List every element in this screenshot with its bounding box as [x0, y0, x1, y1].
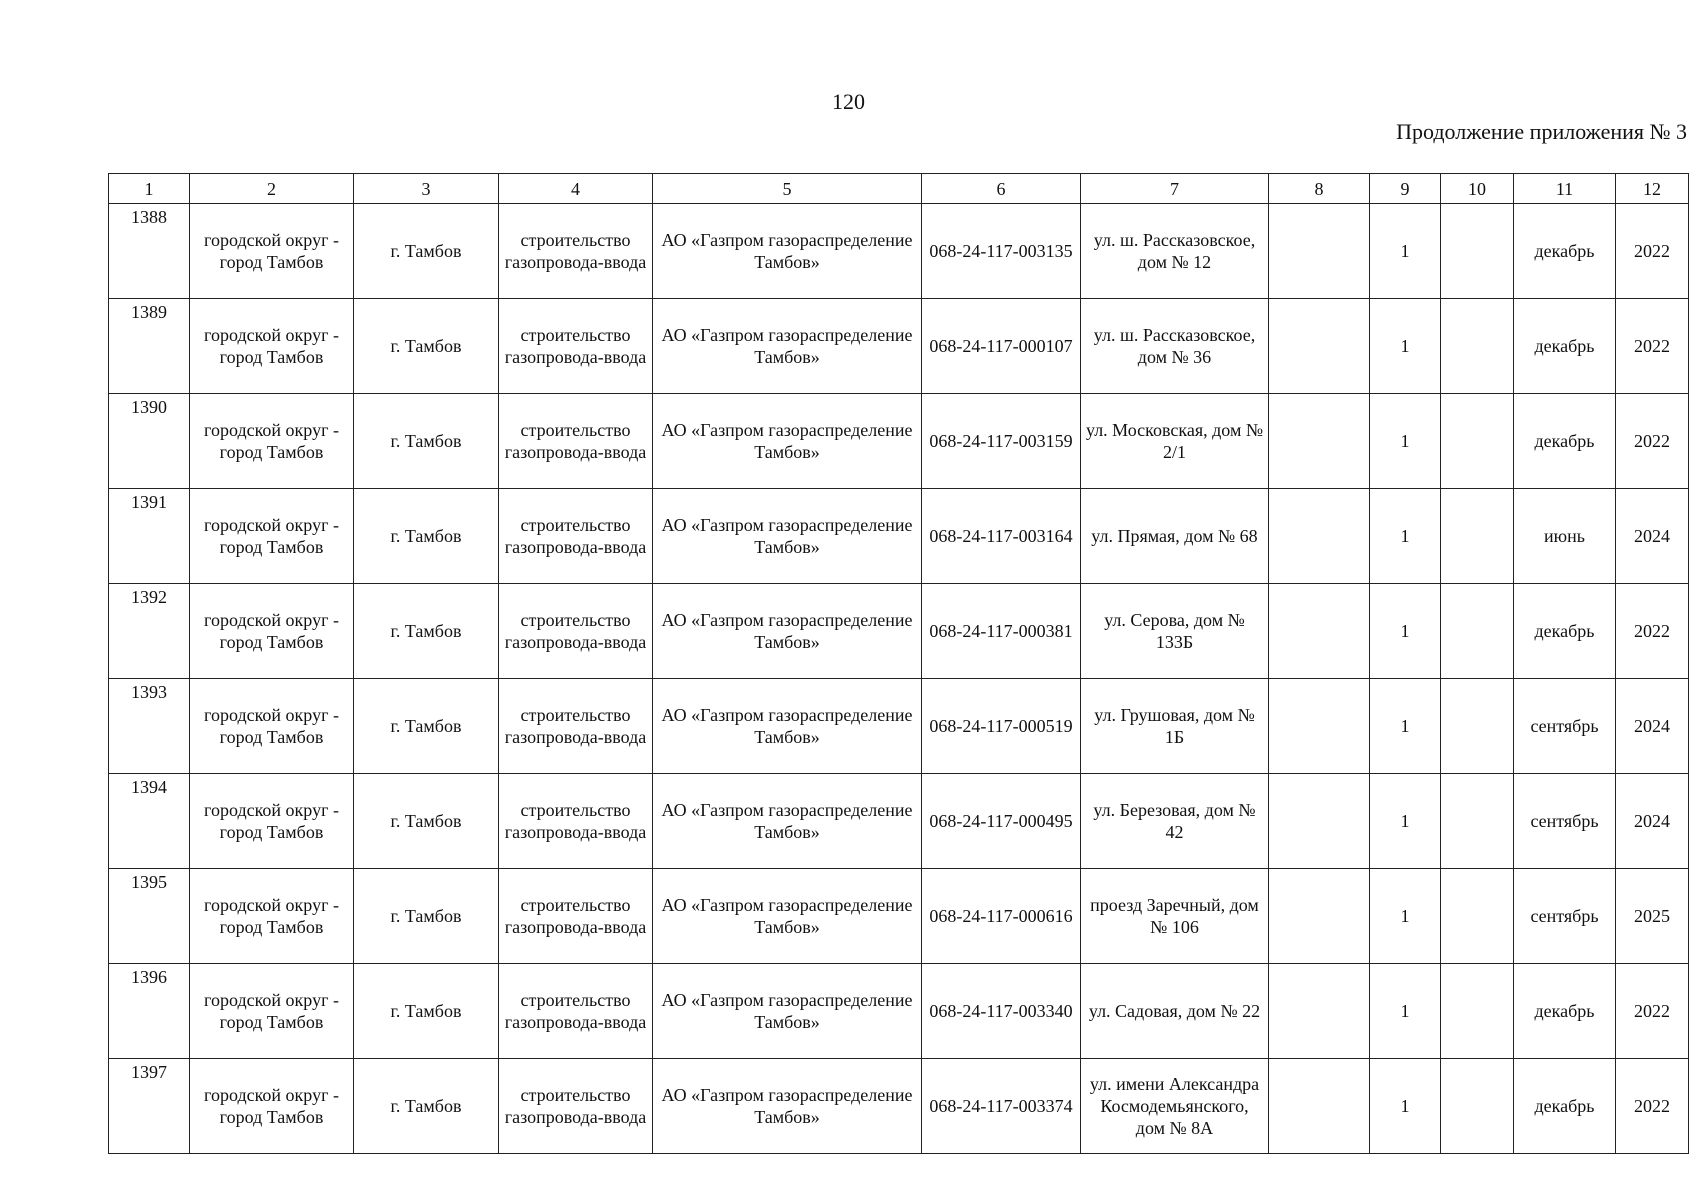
table-row — [109, 964, 1689, 1059]
col-8-cell — [1269, 204, 1370, 299]
month-cell: декабрь — [1514, 204, 1616, 299]
address-cell: ул. Серова, дом № 133Б — [1081, 584, 1269, 679]
year-cell: 2022 — [1616, 394, 1689, 489]
object-code-cell: 068-24-117-000495 — [922, 774, 1081, 869]
settlement-cell: г. Тамбов — [354, 964, 499, 1059]
col-8-cell — [1269, 964, 1370, 1059]
table-row — [109, 1059, 1689, 1154]
col-8-cell — [1269, 584, 1370, 679]
month-cell: сентябрь — [1514, 679, 1616, 774]
col-8-cell — [1269, 679, 1370, 774]
work-type-cell: строительство газопровода-ввода — [499, 774, 653, 869]
object-code-cell: 068-24-117-003374 — [922, 1059, 1081, 1154]
header-row — [109, 174, 1689, 204]
municipality-cell: городской округ - город Тамбов — [190, 1059, 354, 1154]
work-type-cell: строительство газопровода-ввода — [499, 1059, 653, 1154]
appendix-continuation-note: Продолжение приложения № 3 — [1396, 119, 1687, 144]
table-row — [109, 584, 1689, 679]
municipality-cell: городской округ - город Тамбов — [190, 584, 354, 679]
table-row — [109, 489, 1689, 584]
col-8-cell — [1269, 1059, 1370, 1154]
object-code-cell: 068-24-117-003340 — [922, 964, 1081, 1059]
column-header-3: 3 — [354, 174, 499, 204]
table-row — [109, 204, 1689, 299]
object-code-cell: 068-24-117-003159 — [922, 394, 1081, 489]
column-header-5: 5 — [653, 174, 922, 204]
quantity-cell: 1 — [1370, 1059, 1441, 1154]
month-cell: декабрь — [1514, 584, 1616, 679]
settlement-cell: г. Тамбов — [354, 774, 499, 869]
table-body — [109, 204, 1689, 1154]
col-8-cell — [1269, 489, 1370, 584]
quantity-cell: 1 — [1370, 204, 1441, 299]
settlement-cell: г. Тамбов — [354, 394, 499, 489]
work-type-cell: строительство газопровода-ввода — [499, 204, 653, 299]
address-cell: ул. ш. Рассказовское, дом № 36 — [1081, 299, 1269, 394]
address-cell: ул. Прямая, дом № 68 — [1081, 489, 1269, 584]
quantity-cell: 1 — [1370, 679, 1441, 774]
work-type-cell: строительство газопровода-ввода — [499, 869, 653, 964]
column-header-6: 6 — [922, 174, 1081, 204]
table-row — [109, 299, 1689, 394]
work-type-cell: строительство газопровода-ввода — [499, 584, 653, 679]
column-header-7: 7 — [1081, 174, 1269, 204]
quantity-cell: 1 — [1370, 489, 1441, 584]
municipality-cell: городской округ - город Тамбов — [190, 204, 354, 299]
year-cell: 2025 — [1616, 869, 1689, 964]
table-row — [109, 869, 1689, 964]
organization-cell: АО «Газпром газораспределение Тамбов» — [653, 869, 922, 964]
column-header-12: 12 — [1616, 174, 1689, 204]
year-cell: 2022 — [1616, 1059, 1689, 1154]
month-cell: декабрь — [1514, 1059, 1616, 1154]
column-header-2: 2 — [190, 174, 354, 204]
column-header-10: 10 — [1441, 174, 1514, 204]
object-code-cell: 068-24-117-003164 — [922, 489, 1081, 584]
col-10-cell — [1441, 964, 1514, 1059]
organization-cell: АО «Газпром газораспределение Тамбов» — [653, 679, 922, 774]
quantity-cell: 1 — [1370, 964, 1441, 1059]
quantity-cell: 1 — [1370, 394, 1441, 489]
row-number-cell: 1388 — [109, 204, 190, 299]
row-number-cell: 1389 — [109, 299, 190, 394]
row-number-cell: 1394 — [109, 774, 190, 869]
settlement-cell: г. Тамбов — [354, 679, 499, 774]
table-row — [109, 774, 1689, 869]
quantity-cell: 1 — [1370, 869, 1441, 964]
object-code-cell: 068-24-117-003135 — [922, 204, 1081, 299]
organization-cell: АО «Газпром газораспределение Тамбов» — [653, 1059, 922, 1154]
settlement-cell: г. Тамбов — [354, 204, 499, 299]
col-10-cell — [1441, 679, 1514, 774]
address-cell: ул. имени Александра Космодемьянского, дом № 8А — [1081, 1059, 1269, 1154]
month-cell: декабрь — [1514, 964, 1616, 1059]
col-10-cell — [1441, 489, 1514, 584]
column-header-4: 4 — [499, 174, 653, 204]
row-number-cell: 1393 — [109, 679, 190, 774]
year-cell: 2024 — [1616, 774, 1689, 869]
year-cell: 2022 — [1616, 584, 1689, 679]
col-8-cell — [1269, 869, 1370, 964]
year-cell: 2022 — [1616, 299, 1689, 394]
col-8-cell — [1269, 394, 1370, 489]
address-cell: ул. Березовая, дом № 42 — [1081, 774, 1269, 869]
column-header-1: 1 — [109, 174, 190, 204]
address-cell: ул. Садовая, дом № 22 — [1081, 964, 1269, 1059]
settlement-cell: г. Тамбов — [354, 584, 499, 679]
object-code-cell: 068-24-117-000519 — [922, 679, 1081, 774]
month-cell: сентябрь — [1514, 774, 1616, 869]
settlement-cell: г. Тамбов — [354, 489, 499, 584]
municipality-cell: городской округ - город Тамбов — [190, 774, 354, 869]
work-type-cell: строительство газопровода-ввода — [499, 964, 653, 1059]
gas-pipeline-registry-table — [108, 173, 1689, 1154]
year-cell: 2022 — [1616, 204, 1689, 299]
address-cell: ул. Грушовая, дом № 1Б — [1081, 679, 1269, 774]
col-8-cell — [1269, 774, 1370, 869]
organization-cell: АО «Газпром газораспределение Тамбов» — [653, 204, 922, 299]
table-row — [109, 679, 1689, 774]
address-cell: ул. ш. Рассказовское, дом № 12 — [1081, 204, 1269, 299]
quantity-cell: 1 — [1370, 584, 1441, 679]
object-code-cell: 068-24-117-000107 — [922, 299, 1081, 394]
col-10-cell — [1441, 1059, 1514, 1154]
col-10-cell — [1441, 204, 1514, 299]
work-type-cell: строительство газопровода-ввода — [499, 394, 653, 489]
organization-cell: АО «Газпром газораспределение Тамбов» — [653, 299, 922, 394]
row-number-cell: 1397 — [109, 1059, 190, 1154]
page-number: 120 — [832, 89, 865, 114]
month-cell: декабрь — [1514, 394, 1616, 489]
work-type-cell: строительство газопровода-ввода — [499, 299, 653, 394]
row-number-cell: 1390 — [109, 394, 190, 489]
municipality-cell: городской округ - город Тамбов — [190, 299, 354, 394]
object-code-cell: 068-24-117-000381 — [922, 584, 1081, 679]
organization-cell: АО «Газпром газораспределение Тамбов» — [653, 774, 922, 869]
settlement-cell: г. Тамбов — [354, 299, 499, 394]
quantity-cell: 1 — [1370, 774, 1441, 869]
col-10-cell — [1441, 299, 1514, 394]
settlement-cell: г. Тамбов — [354, 869, 499, 964]
year-cell: 2024 — [1616, 489, 1689, 584]
organization-cell: АО «Газпром газораспределение Тамбов» — [653, 584, 922, 679]
address-cell: ул. Московская, дом № 2/1 — [1081, 394, 1269, 489]
organization-cell: АО «Газпром газораспределение Тамбов» — [653, 394, 922, 489]
column-header-11: 11 — [1514, 174, 1616, 204]
address-cell: проезд Заречный, дом № 106 — [1081, 869, 1269, 964]
row-number-cell: 1395 — [109, 869, 190, 964]
municipality-cell: городской округ - город Тамбов — [190, 679, 354, 774]
organization-cell: АО «Газпром газораспределение Тамбов» — [653, 489, 922, 584]
municipality-cell: городской округ - город Тамбов — [190, 489, 354, 584]
row-number-cell: 1392 — [109, 584, 190, 679]
municipality-cell: городской округ - город Тамбов — [190, 869, 354, 964]
month-cell: сентябрь — [1514, 869, 1616, 964]
object-code-cell: 068-24-117-000616 — [922, 869, 1081, 964]
settlement-cell: г. Тамбов — [354, 1059, 499, 1154]
month-cell: июнь — [1514, 489, 1616, 584]
col-10-cell — [1441, 774, 1514, 869]
col-8-cell — [1269, 299, 1370, 394]
year-cell: 2024 — [1616, 679, 1689, 774]
column-header-9: 9 — [1370, 174, 1441, 204]
work-type-cell: строительство газопровода-ввода — [499, 489, 653, 584]
column-header-8: 8 — [1269, 174, 1370, 204]
municipality-cell: городской округ - город Тамбов — [190, 394, 354, 489]
work-type-cell: строительство газопровода-ввода — [499, 679, 653, 774]
quantity-cell: 1 — [1370, 299, 1441, 394]
col-10-cell — [1441, 584, 1514, 679]
table-row — [109, 394, 1689, 489]
table-header — [109, 174, 1689, 204]
month-cell: декабрь — [1514, 299, 1616, 394]
col-10-cell — [1441, 869, 1514, 964]
row-number-cell: 1391 — [109, 489, 190, 584]
organization-cell: АО «Газпром газораспределение Тамбов» — [653, 964, 922, 1059]
year-cell: 2022 — [1616, 964, 1689, 1059]
col-10-cell — [1441, 394, 1514, 489]
row-number-cell: 1396 — [109, 964, 190, 1059]
municipality-cell: городской округ - город Тамбов — [190, 964, 354, 1059]
